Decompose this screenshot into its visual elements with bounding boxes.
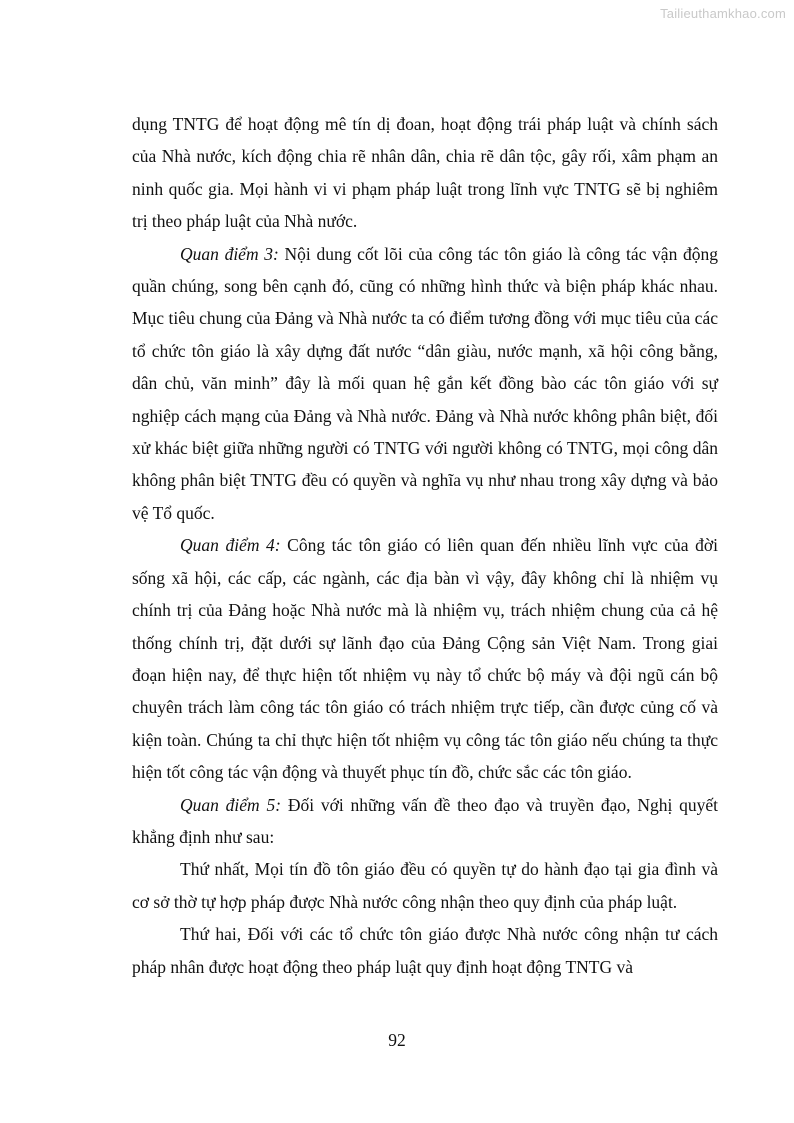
paragraph-lead: Quan điểm 4:	[180, 535, 281, 556]
paragraph-quan-diem-5	[132, 789, 718, 854]
paragraph-thu-hai	[132, 918, 718, 983]
page-body	[132, 108, 718, 983]
paragraph-lead: Quan điểm 3:	[180, 243, 279, 264]
paragraph-text: Đối với những vấn đề theo đạo và truyền đạo, Nghị quyết khẳng định như sau:	[132, 794, 719, 847]
paragraph-text: dụng TNTG để hoạt động mê tín dị đoan, hoạt động trái pháp luật và chính sách của Nhà nước, kích động chia rẽ nhân dân, chia rẽ dân tộc, gây rối, xâm phạm an ninh quốc gia. Mọi hành vi vi phạm pháp luật trong lĩnh vực TNTG sẽ bị nghiêm trị theo pháp luật của Nhà nước.	[132, 114, 718, 232]
paragraph-quan-diem-3	[132, 238, 718, 530]
paragraph-continuation	[132, 108, 718, 238]
paragraph-text: Công tác tôn giáo có liên quan đến nhiều lĩnh vực của đời sống xã hội, các cấp, các ngành, các địa bàn vì vậy, đây không chỉ là nhiệm vụ chính trị của Đảng hoặc Nhà nước mà là nhiệm vụ, trách nhiệm chung của cả hệ thống chính trị, đặt dưới sự lãnh đạo của Đảng Cộng sản Việt Nam. Trong giai đoạn hiện nay, để thực hiện tốt nhiệm vụ này tổ chức bộ máy và đội ngũ cán bộ chuyên trách làm công tác tôn giáo có trách nhiệm trực tiếp, cần được củng cố và kiện toàn. Chúng ta chỉ thực hiện tốt nhiệm vụ công tác tôn giáo nếu chúng ta thực hiện tốt công tác vận động và thuyết phục tín đồ, chức sắc các tôn giáo.	[132, 535, 718, 783]
paragraph-lead: Quan điểm 5:	[180, 794, 282, 815]
paragraph-thu-nhat	[132, 853, 718, 918]
watermark-text: Tailieuthamkhao.com	[660, 6, 786, 21]
page-number: 92	[388, 1030, 406, 1050]
paragraph-quan-diem-4	[132, 529, 718, 788]
paragraph-text: Nội dung cốt lõi của công tác tôn giáo là công tác vận động quần chúng, song bên cạnh đó, cũng có những hình thức và biện pháp khác nhau. Mục tiêu chung của Đảng và Nhà nước ta có điểm tương đồng với mục tiêu của các tổ chức tôn giáo là xây dựng đất nước “dân giàu, nước mạnh, xã hội công bằng, dân chủ, văn minh” đây là mối quan hệ gắn kết đồng bào các tôn giáo với sự nghiệp cách mạng của Đảng và Nhà nước. Đảng và Nhà nước không phân biệt, đối xử khác biệt giữa những người có TNTG với người không có TNTG, mọi công dân không phân biệt TNTG đều có quyền và nghĩa vụ như nhau trong xây dựng và bảo vệ Tổ quốc.	[132, 243, 719, 523]
paragraph-text: Thứ nhất, Mọi tín đồ tôn giáo đều có quyền tự do hành đạo tại gia đình và cơ sở thờ tự hợp pháp được Nhà nước công nhận theo quy định của pháp luật.	[132, 859, 718, 912]
paragraph-text: Thứ hai, Đối với các tổ chức tôn giáo được Nhà nước công nhận tư cách pháp nhân được hoạt động theo pháp luật quy định hoạt động TNTG và	[132, 924, 718, 977]
